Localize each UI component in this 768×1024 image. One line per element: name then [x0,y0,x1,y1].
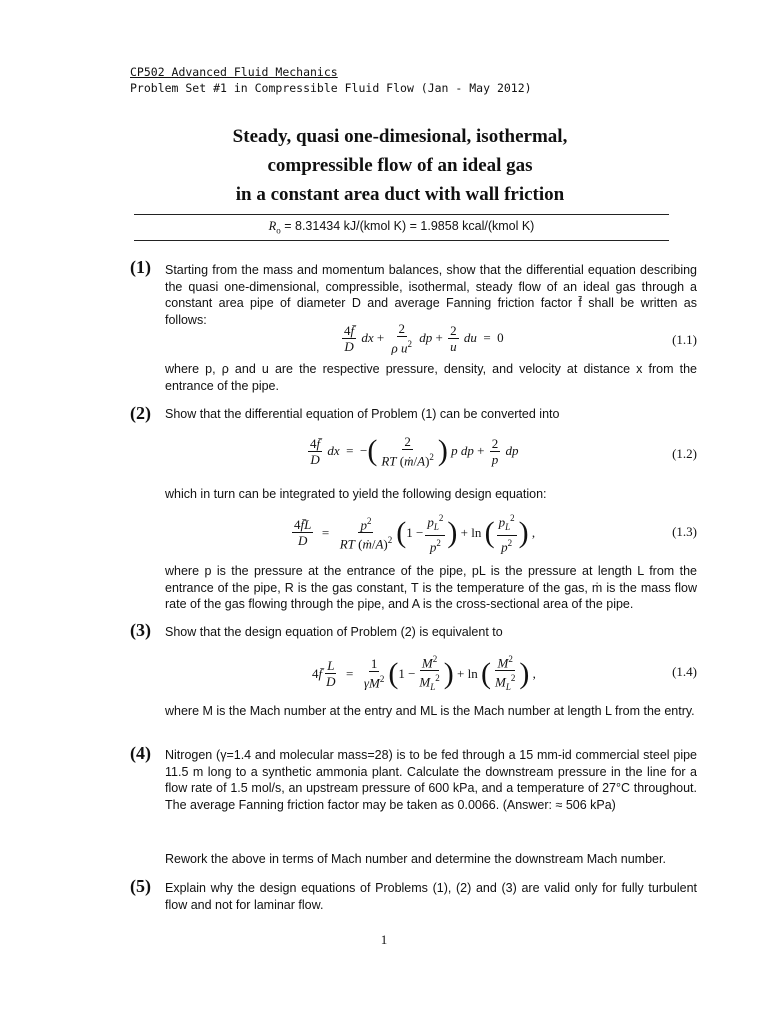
doc-title-line-1: Steady, quasi one-dimesional, isothermal, [232,126,568,147]
problem-2-number: (2) [130,403,151,423]
gas-constant: $R_o = 8.31434$ kJ/(kmol K) = 1.9858 kcal/(kmol K) [268,219,535,236]
problem-4-number: (4) [130,743,151,763]
problem-5-text: Explain why the design equations of Problems (1), (2) and (3) are valid only for fully turbulent flow and not for laminar flow. [165,881,697,912]
problem-1-number: (1) [130,257,151,277]
equation-1-3-label: (1.3) [672,524,697,539]
problem-1-after: where p, ρ and u are the respective pressure, density, and velocity at distance x from the entrance of the pipe. [165,362,697,393]
equation-1-1-label: (1.1) [672,332,697,347]
top-rule [134,214,669,215]
problem-3-text: Show that the design equation of Problem (2) is equivalent to [165,625,503,639]
equation-1-1: $\frac{4f̄}{D}$ dx + $\frac{2}{\rho u^2}$ dp + $\frac{2}{u}$ du = 0 [344,321,504,356]
problem-1-text: Starting from the mass and momentum balances, show that the differential equation describing the quasi one-dimensional, compressible, isothermal, steady flow of an ideal gas through a constant area pipe of diameter D and average Fanning friction factor f̄ shall be written as follows: [165,263,697,327]
problem-2-after: where p is the pressure at the entrance of the pipe, pL is the pressure at length L from the entrance of the pipe, R is the gas constant, T is the temperature of the gas, ṁ is the mass flow rate of the gas flowing through the pipe, and A is the cross-sectional area of the pipe. [165,564,697,611]
doc-title-line-2: compressible flow of an ideal gas [267,155,533,176]
doc-title-line-3: in a constant area duct with wall friction [235,184,565,205]
equation-1-4: 4f̄ $\frac{L}{D}$ = $\frac{1}{\gamma M^2}$ ( 1 − $\frac{M^2}{M_L^2}$ ) + ln ( $\frac{M^2}{M_L^2}$ ) , [312,654,536,693]
bottom-rule [134,240,669,241]
problem-4-text: Nitrogen (γ=1.4 and molecular mass=28) is to be fed through a 15 mm-id commercial steel pipe 11.5 m long to a synthetic ammonia plant. Calculate the downstream pressure in the line for a flow rate of 1.5 mol/s, an upstream pressure of 600 kPa, and a temperature of 27°C throughout. The average Fanning friction factor may be taken as 0.0066. (Answer: ≈ 506 kPa) [165,748,697,812]
problem-set-title: Problem Set #1 in Compressible Fluid Flow (Jan - May 2012) [130,81,532,95]
page-number: 1 [380,932,388,947]
problem-4-after: Rework the above in terms of Mach number and determine the downstream Mach number. [165,852,666,866]
equation-1-3: $\frac{4f̄L}{D}$ = $\frac{p^2}{RT (ṁ/A)^2}$ ( 1 − $\frac{p_L^2}{p^2}$ ) + ln ( $\frac{p_L^2}{p^2}$ ) , [294,513,536,555]
problem-3-after: where M is the Mach number at the entry and ML is the Mach number at length L from the entry. [165,704,695,718]
equation-1-4-label: (1.4) [672,664,697,679]
course-title: CP502 Advanced Fluid Mechanics [130,65,338,79]
equation-1-2-label: (1.2) [672,446,697,461]
problem-2-middle: which in turn can be integrated to yield the following design equation: [165,487,547,501]
problem-2-text: Show that the differential equation of Problem (1) can be converted into [165,407,560,421]
equation-1-2: $\frac{4f̄}{D}$ dx = − ( $\frac{2}{RT (ṁ/A)^2}$ ) p dp + $\frac{2}{p}$ dp [310,434,519,469]
problem-5-number: (5) [130,876,151,896]
problem-3-number: (3) [130,620,151,640]
